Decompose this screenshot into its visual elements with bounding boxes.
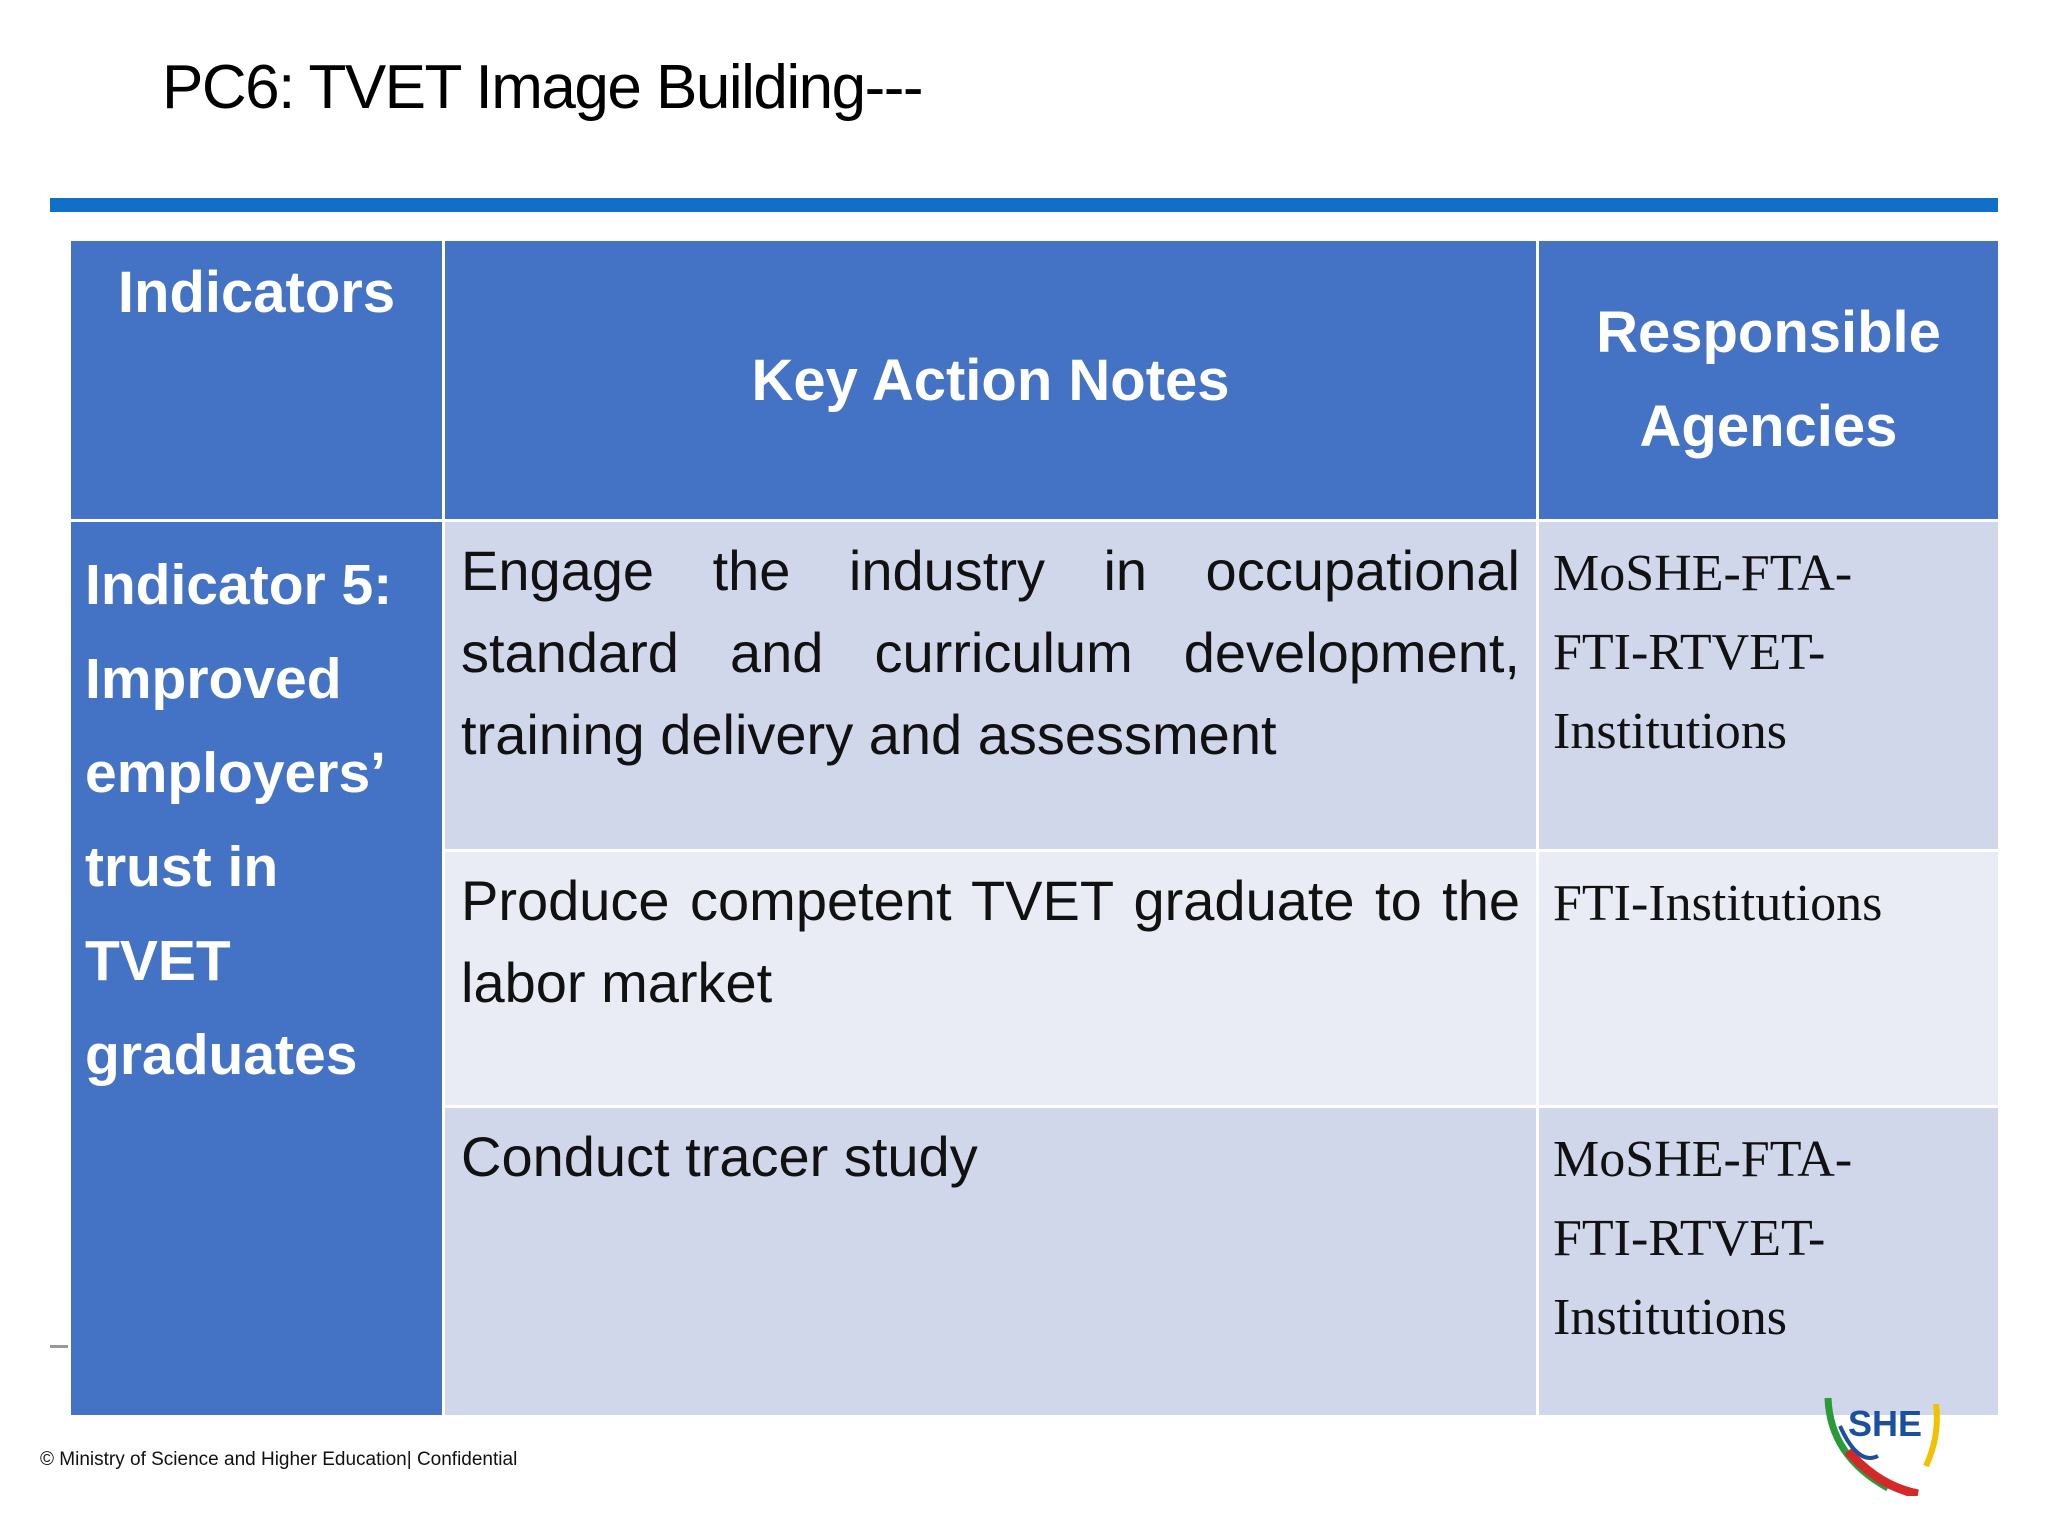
header-indicators: Indicators (70, 240, 444, 521)
action-note: Produce competent TVET graduate to the labor market (444, 851, 1538, 1107)
indicators-table (68, 238, 2001, 1418)
agency-line: FTI-Institutions (1553, 875, 1883, 932)
indicator-cell (70, 521, 444, 1417)
agency-line: MoSHE-FTA- (1553, 1131, 1853, 1188)
responsible-agency (1538, 851, 2000, 1107)
header-responsible-agencies (1538, 240, 2000, 521)
table-header-row (70, 240, 2000, 521)
indicator-line: TVET (85, 929, 231, 993)
action-note: Engage the industry in occupational standard and curriculum development, training delivery and assessment (444, 521, 1538, 851)
slide-title: PC6: TVET Image Building--- (162, 53, 923, 122)
header-responsible-line1: Responsible (1596, 300, 1941, 365)
header-responsible-line2: Agencies (1639, 394, 1898, 459)
indicator-line: Improved (85, 647, 342, 711)
indicator-line: graduates (85, 1023, 358, 1087)
agency-line: MoSHE-FTA- (1553, 545, 1853, 602)
slide-number-marker (50, 1345, 68, 1348)
responsible-agency (1538, 521, 2000, 851)
action-note: Conduct tracer study (444, 1107, 1538, 1417)
indicator-line: trust in (85, 835, 279, 899)
indicator-line: employers’ (85, 741, 386, 805)
agency-line: Institutions (1553, 1289, 1788, 1346)
agency-line: FTI-RTVET- (1553, 1210, 1826, 1267)
agency-line: Institutions (1553, 703, 1788, 760)
agency-line: FTI-RTVET- (1553, 624, 1826, 681)
table-row (70, 521, 2000, 851)
responsible-agency (1538, 1107, 2000, 1417)
title-divider (50, 198, 1998, 212)
header-key-action-notes: Key Action Notes (444, 240, 1538, 521)
ministry-logo (1818, 1396, 1958, 1496)
indicator-line: Indicator 5: (85, 553, 393, 617)
logo-text: SHE (1848, 1403, 1923, 1444)
footer-copyright: © Ministry of Science and Higher Education| Confidential (40, 1449, 518, 1470)
